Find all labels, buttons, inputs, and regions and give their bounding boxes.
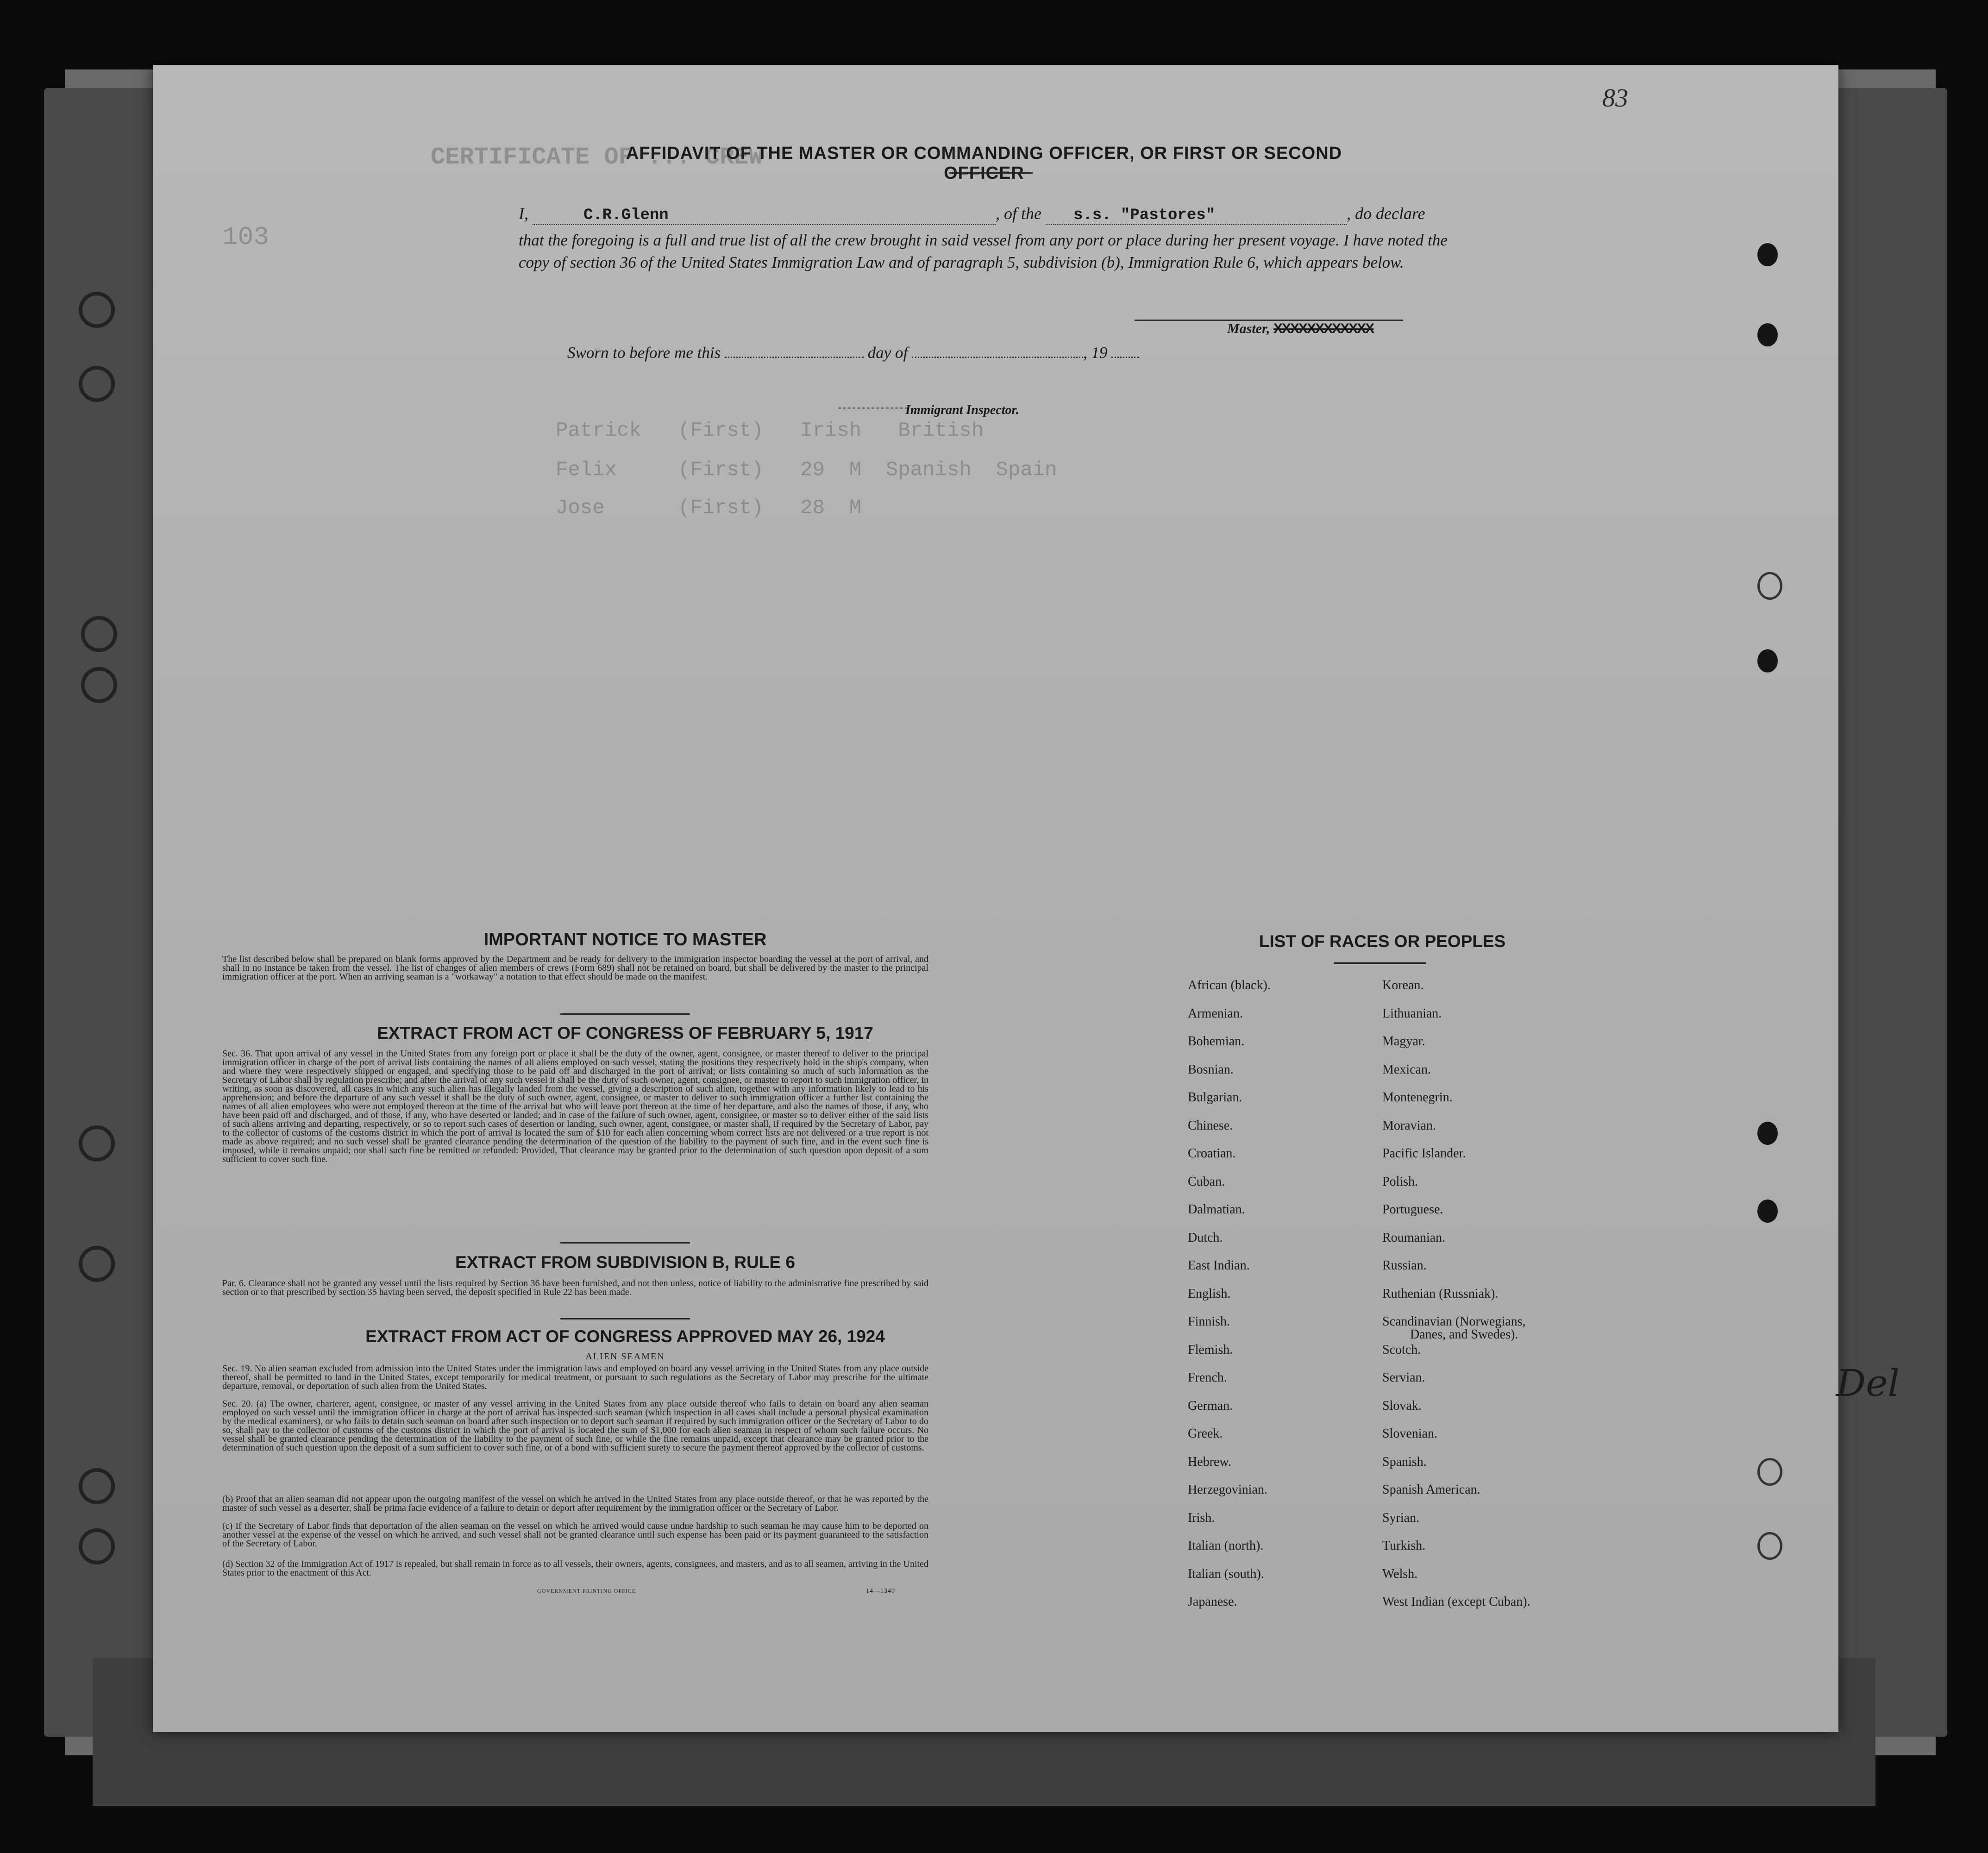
race-item: Slovenian.	[1382, 1426, 1437, 1441]
race-item: Dutch.	[1188, 1230, 1223, 1245]
race-item: Greek.	[1188, 1426, 1223, 1441]
inspector-label: Immigrant Inspector.	[905, 403, 1019, 417]
race-item: French.	[1188, 1370, 1227, 1385]
race-item: Welsh.	[1382, 1566, 1418, 1581]
race-item: Polish.	[1382, 1174, 1418, 1189]
race-item: Japanese.	[1188, 1595, 1237, 1609]
race-item: Scotch.	[1382, 1342, 1421, 1357]
race-item: Russian.	[1382, 1258, 1427, 1273]
race-item: Bulgarian.	[1188, 1090, 1242, 1105]
extract-1917-text: Sec. 36. That upon arrival of any vessel in the United States from any foreign port or place it shall be the duty of the owner, agent, consignee, or master thereof to deliver to the principal immigration officer in charge of the port of arrival lists containing the names of all aliens employed on such vessel, stating the positions they respectively hold in the ship's company, when and where they were respectively shipped or engaged, and specifying those to be paid off and discharged in the port of arrival; or lists containing so much of such information as the Secretary of Labor shall by regulation prescribe; and after the arrival of any such vessel it shall be the duty of such owner, agent, consignee, or master to report to such immigration officer, in writing, as soon as discovered, all cases in which any such alien has illegally landed from the vessel, giving a description of such alien, together with any information likely to lead to his apprehension; and before the departure of any such vessel it shall be the duty of such owner, agent, consignee, or master to deliver to such immigration officer a further list containing the names of all alien employees who were not employed thereon at the time of the arrival but who will leave port thereon at the time of her departure, and also the names of those, if any, who have been paid off and discharged, and of those, if any, who have deserted or landed; and in case of the failure of such owner, agent, consignee, or master so to deliver either of the said lists of such aliens arriving and departing, respectively, or so to report such cases of desertion or landing, such owner, agent, consignee, or master shall, if required by the Secretary of Labor, pay to the collector of customs of the customs district in which the port of arrival is located the sum of $10 for each alien concerning whom correct lists are not delivered or a true report is not made as above required; and no such vessel shall be granted clearance pending the determination of the question of the liability to the payment of such fine, and in the event such fine is imposed, while it remains unpaid; nor shall such fine be remitted or refunded: Provided, That clearance may be granted prior to the determination of such question upon deposit of a sum sufficient to cover such fine.	[222, 1049, 928, 1164]
race-item: Mexican.	[1382, 1062, 1431, 1077]
races-rule	[1334, 962, 1426, 964]
affidavit-body: that the foregoing is a full and true list of all the crew brought in said vessel from any port or place during her present voyage. I have noted the copy of section 36 of the United States Immigration Law and of paragraph 5, subdivision (b), Immigration Rule 6, which appears below.	[519, 231, 1448, 271]
extract-1924-sec20a: Sec. 20. (a) The owner, charterer, agent, consignee, or master of any vessel arriving in the United States from any place outside thereof who fails to detain on board any alien seaman employed on such vessel until the immigration officer in charge at the port of arrival has inspected such seaman (which inspection in all cases shall include a personal physical examination by the medical examiners), or who fails to detain such seaman on board after such inspection or to deport such seaman if required by such immigration officer or the Secretary of Labor to do so, shall pay to the collector of customs of the customs district in which the port of arrival is located the sum of $1,000 for each alien seaman in respect of whom such failure occurs. No vessel shall be granted clearance pending the determination of the liability to the payment of such fine, or while the fine remains unpaid, except that clearance may be granted prior to the determination of such question upon the deposit of a sum sufficient to cover such fine, or of a bond with sufficient surety to secure the payment thereof approved by the collector of customs.	[222, 1399, 928, 1453]
race-item: Bosnian.	[1188, 1062, 1234, 1077]
extract-1924-sec20d: (d) Section 32 of the Immigration Act of 1917 is repealed, but shall remain in force as to all vessels, their owners, agents, consignees, and masters, and as to all seamen, arriving in the United States prior to the enactment of this Act.	[222, 1559, 928, 1578]
page-number: 83	[1602, 84, 1628, 113]
race-item: Moravian.	[1382, 1118, 1436, 1133]
race-item: Dalmatian.	[1188, 1202, 1245, 1217]
extract-rule6-title: EXTRACT FROM SUBDIVISION B, RULE 6	[455, 1253, 795, 1272]
master-signature-label: Master, XXXXXXXXXXXX	[1227, 321, 1374, 336]
section-rule	[560, 1242, 690, 1244]
race-item: Ruthenian (Russniak).	[1382, 1286, 1499, 1301]
race-item: Danes, and Swedes).	[1410, 1327, 1518, 1342]
notice-text: The list described below shall be prepared on blank forms approved by the Department and be ready for delivery to the immigration inspector boarding the vessel at the port of arrival, and shall in no instance be taken from the vessel. The list of changes of alien members of crews (Form 689) shall not be retained on board, but shall be delivered by the master to the principal immigration officer at the port. When an arriving seaman is a "workaway" a notation to that effect should be made on the manifest.	[222, 954, 928, 982]
race-item: Scandinavian (Norwegians,	[1382, 1314, 1526, 1329]
race-item: Portuguese.	[1382, 1202, 1443, 1217]
race-item: African (black).	[1188, 978, 1271, 992]
form-number: 14—1340	[866, 1588, 895, 1595]
race-item: Italian (north).	[1188, 1539, 1264, 1553]
show-through-text: Felix (First) 29 M Spanish Spain	[556, 459, 1057, 482]
title-rule	[949, 172, 1033, 174]
affidavit-title: AFFIDAVIT OF THE MASTER OR COMMANDING OFFICER, OR FIRST OR SECOND OFFICER	[626, 144, 1342, 183]
show-through-text: 103	[222, 222, 269, 252]
section-rule	[560, 1318, 690, 1319]
race-item: Bohemian.	[1188, 1034, 1245, 1049]
extract-1917-title: EXTRACT FROM ACT OF CONGRESS OF FEBRUARY 5, 1917	[377, 1024, 873, 1043]
race-item: Lithuanian.	[1382, 1006, 1442, 1021]
race-item: English.	[1188, 1286, 1231, 1301]
race-item: Pacific Islander.	[1382, 1146, 1466, 1161]
race-item: Spanish.	[1382, 1454, 1427, 1469]
extract-1924-sec19: Sec. 19. No alien seaman excluded from admission into the United States under the immigration laws and employed on board any vessel arriving in the United States from any place outside thereof, shall be permitted to land in the United States, except temporarily for medical treatment, or pursuant to such regulations as the Secretary of Labor may prescribe for the ultimate departure, removal, or deportation of such alien from the United States.	[222, 1363, 928, 1391]
race-item: Armenian.	[1188, 1006, 1243, 1021]
race-item: Montenegrin.	[1382, 1090, 1453, 1105]
sworn-year-field	[1111, 347, 1139, 358]
struck-out-text: XXXXXXXXXXXX	[1273, 321, 1374, 336]
master-name-field: C.R.Glenn	[533, 207, 996, 225]
of-the-label: , of the	[996, 204, 1041, 223]
race-item: Turkish.	[1382, 1539, 1426, 1553]
extract-1924-sec20b: (b) Proof that an alien seaman did not appear upon the outgoing manifest of the vessel on which he arrived in the United States from any place outside thereof, or that he was reported by the master of such vessel as a deserter, shall be prima facie evidence of a failure to detain or deport after requirement by the immigration officer or the Secretary of Labor.	[222, 1494, 928, 1513]
race-item: Irish.	[1188, 1510, 1215, 1525]
race-item: Slovak.	[1382, 1398, 1422, 1413]
notice-title: IMPORTANT NOTICE TO MASTER	[483, 930, 767, 949]
race-item: Croatian.	[1188, 1146, 1236, 1161]
race-item: Hebrew.	[1188, 1454, 1231, 1469]
race-item: Finnish.	[1188, 1314, 1230, 1329]
race-item: Syrian.	[1382, 1510, 1420, 1525]
sworn-line: Sworn to before me this day of , 19	[567, 344, 1139, 362]
manifest-page	[153, 65, 1838, 1732]
races-title: LIST OF RACES OR PEOPLES	[1259, 932, 1506, 951]
race-item: Herzegovinian.	[1188, 1482, 1267, 1497]
printer-imprint: GOVERNMENT PRINTING OFFICE	[537, 1588, 636, 1594]
race-item: Spanish American.	[1382, 1482, 1480, 1497]
race-item: Roumanian.	[1382, 1230, 1446, 1245]
vessel-name-field: s.s. "Pastores"	[1046, 207, 1347, 225]
race-item: Korean.	[1382, 978, 1424, 992]
section-rule	[560, 1013, 690, 1015]
race-item: German.	[1188, 1398, 1233, 1413]
race-item: Chinese.	[1188, 1118, 1233, 1133]
extract-rule6-text: Par. 6. Clearance shall not be granted any vessel until the lists required by Section 36 have been furnished, and not then unless, notice of liability to the administrative fine prescribed by said section or to that prescribed by section 35 having been served, the deposit specified in Rule 22 has been made.	[222, 1278, 928, 1297]
race-item: Italian (south).	[1188, 1566, 1264, 1581]
sworn-month-field	[912, 347, 1083, 358]
show-through-text: Patrick (First) Irish British	[556, 419, 984, 442]
sworn-day-field	[725, 347, 864, 358]
alien-seamen-subtitle: ALIEN SEAMEN	[585, 1351, 665, 1362]
do-declare-label: , do declare	[1346, 204, 1425, 223]
race-item: West Indian (except Cuban).	[1382, 1595, 1530, 1609]
race-item: Magyar.	[1382, 1034, 1425, 1049]
show-through-text: CERTIFICATE OF ... CREW	[431, 144, 763, 171]
race-item: East Indian.	[1188, 1258, 1250, 1273]
race-item: Flemish.	[1188, 1342, 1233, 1357]
affidavit-declaration-line	[519, 204, 1445, 225]
margin-handwriting: Del	[1836, 1362, 1900, 1405]
i-label: I,	[519, 204, 528, 223]
extract-1924-title: EXTRACT FROM ACT OF CONGRESS APPROVED MAY 26, 1924	[365, 1327, 885, 1346]
show-through-text: Jose (First) 28 M	[556, 496, 862, 520]
race-item: Cuban.	[1188, 1174, 1225, 1189]
race-item: Servian.	[1382, 1370, 1425, 1385]
extract-1924-sec20c: (c) If the Secretary of Labor finds that deportation of the alien seaman on the vessel on which he arrived would cause undue hardship to such seaman he may cause him to be deported on another vessel at the expense of the vessel on which he arrived, and such vessel shall not be granted clearance until such expense has been paid or its payment guaranteed to the satisfaction of the Secretary of Labor.	[222, 1521, 928, 1549]
